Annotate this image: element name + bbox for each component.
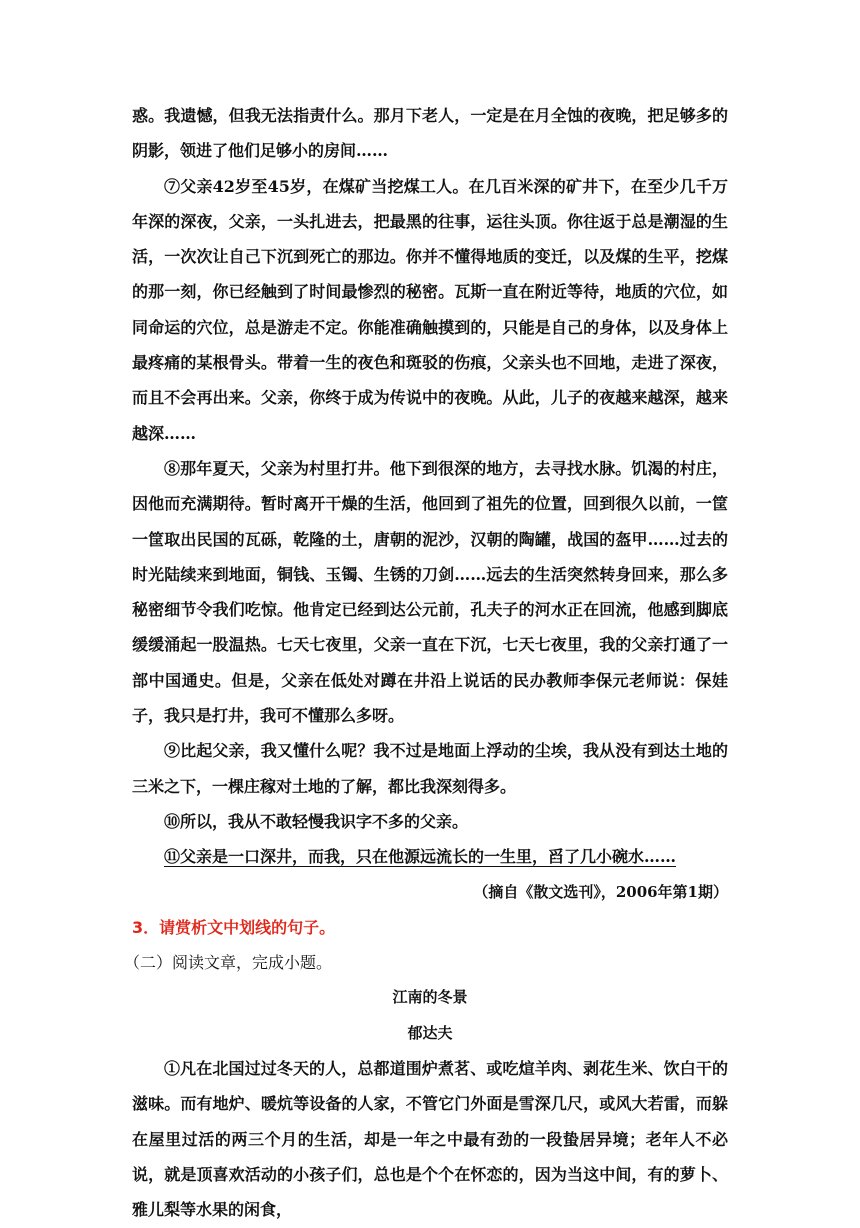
article2-paragraph-1: ①凡在北国过过冬天的人，总都道围炉煮茗、或吃煊羊肉、剥花生米、饮白干的滋味。而有地炉、暖炕等设备的人家，不管它门外面是雪深几尺，或风大若雷，而躲在屋里过活的两三个月的生活，却是一年之中最有劲的一段蛰居异境；老年人不必说，就是顶喜欢活动的小孩子们，总也是个个在怀恋的，因为当这中间，有的萝卜、雅儿梨等水果的闲食， xyxy=(132,1059,728,1220)
article-author: 郁达夫 xyxy=(407,1023,453,1042)
paragraph-continued: 惑。我遗憾，但我无法指责什么。那月下老人，一定是在月全蚀的夜晚，把足够多的阴影，领进了他们足够小的房间…… xyxy=(132,106,728,161)
paragraph-11-underlined xyxy=(132,839,728,874)
paragraph-10: ⑩所以，我从不敢轻慢我识字不多的父亲。 xyxy=(164,811,469,831)
paragraph-8: ⑧那年夏天，父亲为村里打井。他下到很深的地方，去寻找水脉。饥渴的村庄，因他而充满期待。暂时离开干燥的生活，他回到了祖先的位置，回到很久以前，一筐一筐取出民国的瓦砾，乾隆的土，唐朝的泥沙，汉朝的陶罐，战国的盔甲……过去的时光陆续来到地面，铜钱、玉镯、生锈的刀剑……远去的生活突然转身回来，那么多秘密细节令我们吃惊。他肯定已经到达公元前，孔夫子的河水正在回流，他感到脚底缓缓涌起一股温热。七天七夜里，父亲一直在下沉，七天七夜里，我的父亲打通了一部中国通史。但是，父亲在低处对蹲在井沿上说话的民办教师李保元老师说：保娃子，我只是打井，我可不懂那么多呀。 xyxy=(132,458,728,726)
question-3: 3．请赏析文中划线的句子。 xyxy=(132,917,336,937)
paragraph-7: ⑦父亲42岁至45岁，在煤矿当挖煤工人。在几百米深的矿井下，在至少几千万年深的深夜，父亲，一头扎进去，把最黑的往事，运往头顶。你往返于总是潮湿的生活，一次次让自己下沉到死亡的那边。你并不懂得地质的变迁，以及煤的生平，挖煤的那一刻，你已经触到了时间最惨烈的秘密。瓦斯一直在附近等待，地质的穴位，如同命运的穴位，总是游走不定。你能准确触摸到的，只能是自己的身体，以及身体上最疼痛的某根骨头。带着一生的夜色和斑驳的伤痕，父亲头也不回地，走进了深夜，而且不会再出来。父亲，你终于成为传说中的夜晚。从此，儿子的夜越来越深，越来越深…… xyxy=(132,176,728,443)
article-title: 江南的冬景 xyxy=(392,988,468,1007)
document-page xyxy=(124,98,728,1228)
section-heading: （二）阅读文章，完成小题。 xyxy=(124,953,333,973)
paragraph-9: ⑨比起父亲，我又懂什么呢？我不过是地面上浮动的尘埃，我从没有到达土地的三米之下，一棵庄稼对土地的了解，都比我深刻得多。 xyxy=(132,741,728,796)
article-source: （摘自《散文选刊》，2006年第1期） xyxy=(473,882,728,901)
underlined-sentence: ⑪父亲是一口深井，而我，只在他源远流长的一生里，舀了几小碗水…… xyxy=(164,847,677,867)
